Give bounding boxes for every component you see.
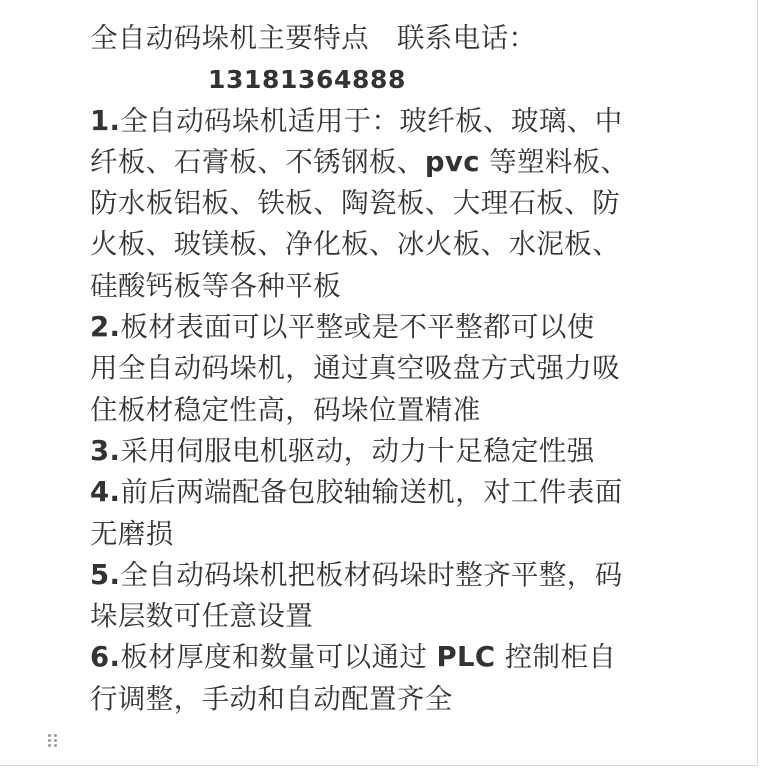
feature-item-5-line-2: 垛层数可任意设置 xyxy=(90,600,314,633)
drag-dot xyxy=(48,739,51,742)
drag-dot xyxy=(48,734,51,737)
feature-item-2-line-2: 用全自动码垛机，通过真空吸盘方式强力吸 xyxy=(90,352,621,385)
feature-item-2-number: 2. xyxy=(90,311,121,344)
drag-dot xyxy=(54,734,57,737)
feature-item-6-line-2: 行调整，手动和自动配置齐全 xyxy=(90,682,453,715)
drag-handle-icon[interactable] xyxy=(48,734,60,750)
feature-item-1-line-3: 防水板铝板、铁板、陶瓷板、大理石板、防 xyxy=(90,187,621,220)
feature-item-6-line-1: 6.板材厚度和数量可以通过 PLC 控制柜自 xyxy=(90,641,617,674)
drag-dot xyxy=(54,744,57,747)
feature-item-3-number: 3. xyxy=(90,434,121,467)
feature-item-4-line-1: 4.前后两端配备包胶轴输送机，对工件表面 xyxy=(90,476,623,509)
feature-item-5-line-1: 5.全自动码垛机把板材码垛时整齐平整，码 xyxy=(90,558,623,591)
document-body xyxy=(90,18,650,720)
feature-item-6-number: 6. xyxy=(90,641,121,674)
plc-text: PLC xyxy=(436,641,496,674)
feature-item-1-line-1: 1.全自动码垛机适用于：玻纤板、玻璃、中 xyxy=(90,104,623,137)
drag-dot xyxy=(48,744,51,747)
feature-item-3-line-1: 3.采用伺服电机驱动，动力十足稳定性强 xyxy=(90,434,595,467)
feature-item-4-line-2: 无磨损 xyxy=(90,517,174,550)
feature-item-1-line-5: 硅酸钙板等各种平板 xyxy=(90,269,342,302)
pvc-text: pvc xyxy=(424,145,480,178)
phone-number: 13181364888 xyxy=(208,65,406,95)
feature-item-2-line-1: 2.板材表面可以平整或是不平整都可以使 xyxy=(90,311,595,344)
document-title: 全自动码垛机主要特点 联系电话： xyxy=(90,22,537,54)
feature-item-4-number: 4. xyxy=(90,476,121,509)
feature-item-5-number: 5. xyxy=(90,558,121,591)
feature-item-1-line-4: 火板、玻镁板、净化板、冰火板、水泥板、 xyxy=(90,228,621,261)
drag-dot xyxy=(54,739,57,742)
feature-item-1-line-2: 纤板、石膏板、不锈钢板、pvc 等塑料板、 xyxy=(90,145,629,178)
feature-item-2-line-3: 住板材稳定性高，码垛位置精准 xyxy=(90,393,481,426)
feature-item-1-number: 1. xyxy=(90,104,121,137)
